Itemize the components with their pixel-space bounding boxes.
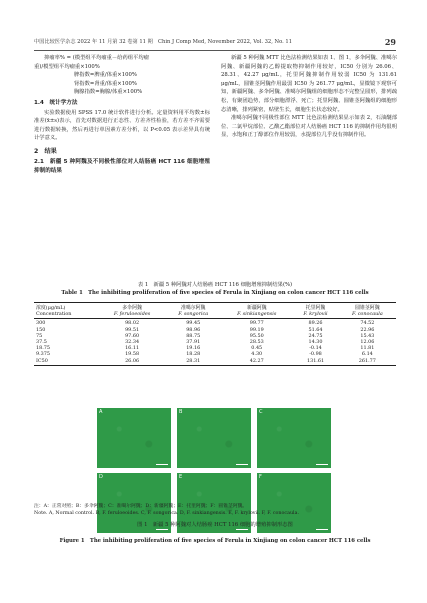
paragraph: 新疆 5 种阿魏 MTT 比色法检测结果如表 1、图 1，多伞阿魏、准噶尔阿魏、新疆阿魏的乙醇提取物抑制作用较好，IC50 分别为 26.06、28.31、42.27 μg/mL，托里阿魏抑制作用较弱 IC50 为 131.61 μg/mL，圆锥茎阿魏作用最弱 IC50 为 261.77 μg/mL，显微镜下观察可知，新疆阿魏、多伞阿魏、准噶尔阿魏组的细胞形态不完整呈圆形，排列疏松，有聚团趋势，部分细胞漂浮、死亡；托里阿魏、圆锥茎阿魏组的细胞形态清晰，排列紧密，贴壁生长，细胞生长状态较好。 [221, 55, 397, 113]
column-header: F. krylovii [292, 311, 338, 319]
left-column [34, 54, 210, 176]
column-header: 托里阿魏 [292, 303, 338, 312]
table-cell: 28.31 [165, 358, 221, 366]
running-header [34, 36, 396, 48]
paragraph: 准噶尔阿魏不同极性部位 MTT 比色法检测结果显示如表 2，石油醚部位、二氯甲烷部位、乙酸乙酯部位对人结肠癌 HCT 116 的抑制作用均很明显，水饱和正丁醇部位作用较弱，水提部位几乎没有抑制作用。 [221, 115, 397, 139]
column-header: F. songorica [165, 311, 221, 319]
table-cell: 99.77 [249, 320, 264, 327]
table-cell: 99.45 [186, 320, 201, 327]
table-cell: IC50 [34, 358, 99, 366]
table-title-en: Table 1 The inhibiting proliferation of five species of Ferula in Xinjiang on colon cancer HCT 116 cells [61, 289, 369, 296]
micrograph-panel [257, 408, 331, 468]
table-cell: 11.81 [360, 345, 375, 352]
scale-bar [316, 464, 328, 465]
table-cell: 28.53 [249, 339, 264, 346]
column-header: 浓度(μg/mL) [34, 303, 99, 312]
table-cell: 75 [36, 332, 43, 339]
table-cell: 97.60 [125, 332, 140, 339]
column-header: 准噶尔阿魏 [165, 303, 221, 312]
table-header-row [34, 311, 396, 319]
table-cell: 0.45 [251, 345, 263, 352]
table-cell: 37.91 [186, 339, 201, 346]
table-row [34, 319, 396, 327]
table-cell: 261.77 [339, 358, 396, 366]
table-cell: 37.5 [36, 339, 47, 346]
scale-bar [156, 529, 168, 530]
micrograph-grid [97, 408, 331, 596]
panel-label: E [179, 474, 183, 480]
figure-caption [34, 537, 396, 545]
table-cell: 16.11 [125, 345, 140, 352]
section-heading: 2.1 新疆 5 种阿魏及不同极性部位对人结肠癌 HCT 116 细胞增殖抑制的结果 [34, 158, 210, 174]
header-rule [34, 50, 396, 51]
column-header: F. feruloeoides [99, 311, 165, 319]
table-cell: 9.375 [36, 351, 51, 358]
column-header: F. conocaula [339, 311, 396, 319]
table-cell: 19.16 [186, 345, 201, 352]
micrograph-panel [177, 408, 251, 468]
table-title [34, 282, 396, 297]
table-cell: 99.19 [249, 326, 264, 333]
panel-label: F [259, 474, 262, 480]
scale-bar [236, 529, 248, 530]
formula-line: 抑瘤率% = (模型组平均瘤重－给药组平均瘤 [44, 55, 149, 61]
figure-note [34, 503, 396, 517]
scale-bar [236, 464, 248, 465]
table-cell: 51.64 [308, 326, 323, 333]
table-cell: 99.51 [125, 326, 140, 333]
table-cell: 88.75 [186, 332, 201, 339]
table-cell: 14.30 [308, 339, 323, 346]
table-cell: 22.96 [360, 326, 375, 333]
panel-label: A [99, 409, 103, 415]
table-cell: 300 [36, 320, 46, 327]
section-heading: 2 结果 [34, 147, 57, 155]
figure-caption-cn: 图 1 新疆 5 种阿魏对人结肠癌 HCT 116 细胞的增殖抑制形态图 [137, 522, 293, 528]
journal-citation: 中国比较医学杂志 2022 年 11 月第 32 卷第 11 期 Chin J Comp Med, November 2022, Vol. 32, No. 11 [34, 39, 292, 45]
table-cell: 74.52 [360, 320, 375, 327]
table-cell: 32.34 [125, 339, 140, 346]
panel-label: D [99, 474, 103, 480]
figure-note-en: Note. A, Normal control. B, F. feruloeoides. C, F. songorica. D, F. sinkiangensis. E, F. krylovii. F, F. conocaula. [34, 511, 299, 516]
table-cell: 6.14 [361, 351, 373, 358]
table-cell: 42.27 [221, 358, 292, 366]
table-cell: 131.61 [292, 358, 338, 366]
column-header: 圆锥茎阿魏 [339, 303, 396, 312]
column-header: Concentration [34, 311, 99, 319]
table-cell: 15.43 [360, 332, 375, 339]
table-row [34, 358, 396, 366]
table-cell: 4.30 [251, 351, 263, 358]
micrograph-panel [97, 408, 171, 468]
table-cell: 12.06 [360, 339, 375, 346]
table-cell: 95.50 [249, 332, 264, 339]
table-cell: 19.58 [125, 351, 140, 358]
paragraph: 实验数据使用 SPSS 17.0 统计软件进行分析。定量资料用平均数±标准差(x̄±s)表示，首先对数据进行正态性、方差齐性检验，若方差不齐需要进行数据转换，然后再进行单因素方差分析，以 P<0.05 表示差异具有统计学意义。 [34, 109, 210, 142]
section-heading: 1.4 统计学方法 [34, 99, 78, 106]
figure-caption [34, 521, 396, 529]
formula-line: 肾指数=肾重/体重×100% [74, 80, 137, 87]
column-header: F. sinkiangensis [221, 311, 292, 319]
column-header: 新疆阿魏 [221, 303, 292, 312]
scale-bar [156, 464, 168, 465]
table-cell: 98.96 [186, 326, 201, 333]
table-header-row [34, 303, 396, 312]
page-number: 29 [384, 37, 396, 47]
formula-line: 重)/模型组平均瘤重×100% [34, 63, 100, 70]
panel-label: B [179, 409, 183, 415]
table-cell: -0.14 [309, 345, 322, 352]
table-cell: 26.06 [99, 358, 165, 366]
data-table [34, 302, 396, 366]
table-cell: 98.02 [125, 320, 140, 327]
table-cell: 18.28 [186, 351, 201, 358]
column-header: 多伞阿魏 [99, 303, 165, 312]
table-cell: 150 [36, 326, 46, 333]
table-title-cn: 表 1 新疆 5 种阿魏对人结肠癌 HCT 116 细胞增殖抑制结果(%) [137, 282, 293, 288]
table-cell: -0.98 [309, 351, 322, 358]
table-cell: 18.75 [36, 345, 51, 352]
scale-bar [316, 529, 328, 530]
formula-line: 脾指数=脾重/体重×100% [74, 72, 137, 79]
right-column [221, 54, 397, 140]
table-cell: 24.75 [308, 332, 323, 339]
panel-label: C [259, 409, 263, 415]
table-cell: 89.26 [308, 320, 323, 327]
figure-caption-en: Figure 1 The inhibiting proliferation of five species of Ferula in Xinjiang on colon cancer HCT 116 cells [59, 538, 371, 544]
figure-note-cn: 注：A：正常对照；B：多伞阿魏；C：准噶尔阿魏；D：新疆阿魏；E：托里阿魏；F：圆锥茎阿魏。 [34, 504, 248, 509]
formula-line: 胸腺指数=胸腺/体重×100% [74, 89, 143, 96]
